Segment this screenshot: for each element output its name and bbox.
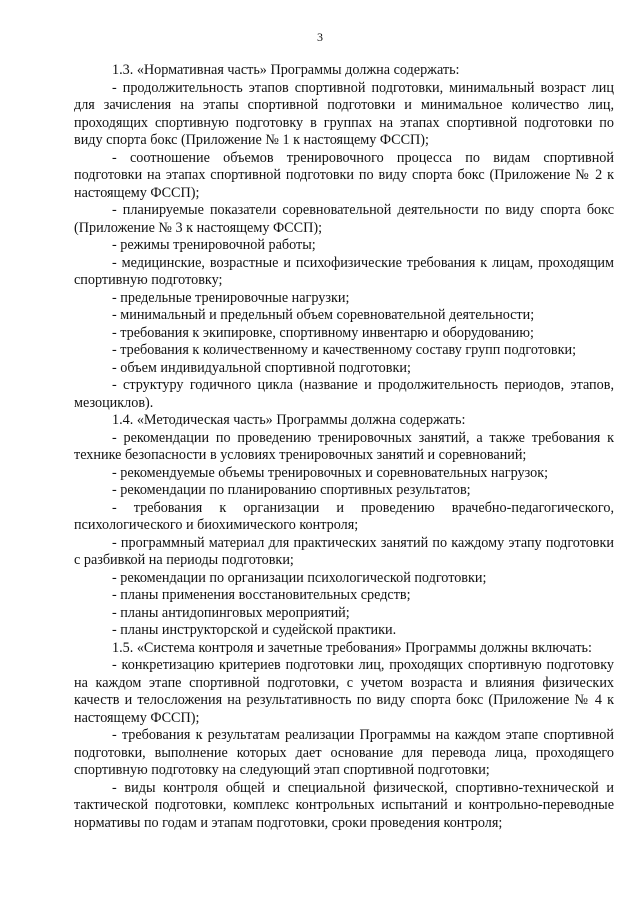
- paragraph: - рекомендации по проведению тренировочных занятий, а также требования к технике безопасности в условиях тренировочных занятий и соревнований;: [74, 429, 614, 463]
- paragraph: - объем индивидуальной спортивной подготовки;: [112, 359, 411, 376]
- paragraph: - планы антидопинговых мероприятий;: [112, 604, 350, 621]
- paragraph: 1.4. «Методическая часть» Программы должна содержать:: [112, 412, 466, 428]
- paragraph: - требования к организации и проведению врачебно-педагогического, психологического и биохимического контроля;: [74, 499, 614, 533]
- paragraph: - медицинские, возрастные и психофизические требования к лицам, проходящим спортивную подготовку;: [74, 254, 614, 288]
- page-number: 3: [317, 30, 323, 44]
- paragraph: 1.3. «Нормативная часть» Программы должна содержать:: [112, 62, 460, 78]
- paragraph: - минимальный и предельный объем соревновательной деятельности;: [112, 307, 535, 323]
- paragraph: - требования к результатам реализации Программы на каждом этапе спортивной подготовки, выполнение которых дает основание для перевода лица, проходящего спортивную подготовку на следующий этап спортивной подготовки;: [74, 727, 614, 778]
- paragraph: 1.5. «Система контроля и зачетные требования» Программы должны включать:: [112, 639, 592, 656]
- paragraph: - рекомендуемые объемы тренировочных и соревновательных нагрузок;: [112, 464, 549, 481]
- paragraph: - требования к количественному и качественному составу групп подготовки;: [112, 342, 577, 358]
- paragraph: - режимы тренировочной работы;: [112, 237, 316, 253]
- paragraph: - планируемые показатели соревновательной деятельности по виду спорта бокс (Приложение № 3 к настоящему ФССП);: [74, 202, 614, 236]
- paragraph: - конкретизацию критериев подготовки лиц, проходящих спортивную подготовку на каждом этапе спортивной подготовки, с учетом возраста и влияния физических качеств и телосложения на результативность по виду спорта бокс (Приложение № 4 к настоящему ФССП);: [74, 657, 614, 726]
- paragraph: - рекомендации по организации психологической подготовки;: [112, 569, 487, 586]
- document-body: [74, 62, 614, 832]
- paragraph: - виды контроля общей и специальной физической, спортивно-технической и тактической подготовки, комплекс контрольных испытаний и контрольно-переводные нормативы по годам и этапам подготовки, сроки проведения контроля;: [74, 779, 614, 831]
- paragraph: - программный материал для практических занятий по каждому этапу подготовки с разбивкой на периоды подготовки;: [74, 534, 614, 568]
- paragraph: - планы инструкторской и судейской практики.: [112, 622, 397, 638]
- paragraph: - продолжительность этапов спортивной подготовки, минимальный возраст лиц для зачисления на этапы спортивной подготовки и минимальное количество лиц, проходящих спортивную подготовку в группах на этапах спортивной подготовки по виду спорта бокс (Приложение № 1 к настоящему ФССП);: [74, 79, 614, 148]
- paragraph: - требования к экипировке, спортивному инвентарю и оборудованию;: [112, 324, 534, 341]
- paragraph: - рекомендации по планированию спортивных результатов;: [112, 482, 471, 498]
- paragraph: - планы применения восстановительных средств;: [112, 587, 411, 603]
- paragraph: - структуру годичного цикла (название и продолжительность периодов, этапов, мезоциклов).: [74, 377, 614, 411]
- paragraph: - соотношение объемов тренировочного процесса по видам спортивной подготовки на этапах спортивной подготовки по виду спорта бокс (Приложение № 2 к настоящему ФССП);: [74, 149, 614, 201]
- paragraph: - предельные тренировочные нагрузки;: [112, 289, 350, 306]
